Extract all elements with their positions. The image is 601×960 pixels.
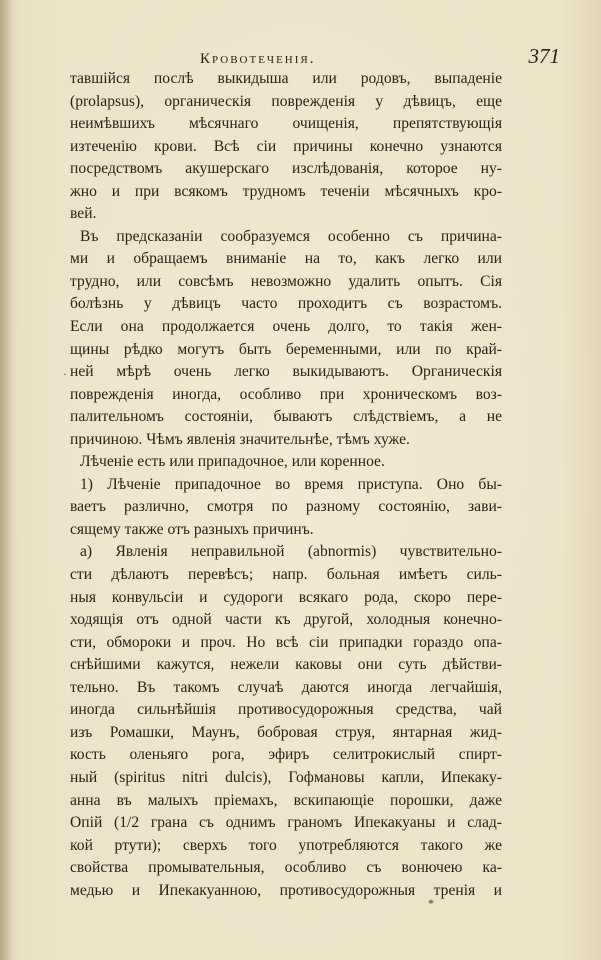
running-title: Кровотеченія. — [200, 51, 316, 67]
text-line: сящему также отъ разныхъ причинъ. — [70, 520, 314, 538]
text-line: изъ Ромашки, Маунъ, бобровая струя, янтарная жид- — [70, 723, 502, 741]
text-line: сти, обмороки и проч. Но всѣ сіи припадки гораздо опа- — [70, 633, 502, 651]
text-line: ныя конвульсіи и судороги всякаго рода, скоро пере- — [70, 588, 502, 606]
text-line: ный (spiritus nitri dulcis), Гофмановы капли, Ипекаку- — [70, 768, 502, 786]
text-line: тавшійся послѣ выкидыша или родовъ, выпаденіе — [70, 70, 502, 87]
text-line: трудно, или совсѣмъ невозможно удалить опытъ. Сія — [70, 272, 502, 290]
text-line: ходящія отъ одной части къ другой, холодныя конечно- — [70, 611, 502, 629]
text-line: Лѣченіе есть или припадочное, или коренное. — [80, 453, 385, 471]
text-line: иногда сильнѣйшія противосудорожныя средства, чай — [70, 701, 502, 719]
text-line: Если она продолжается очень долго, то такія жен- — [70, 318, 502, 336]
text-line: снѣйшими кажутся, нежели каковы они суть дѣйстви- — [70, 656, 502, 674]
text-line: сти дѣлаютъ перевѣсъ; напр. больная имѣетъ силь- — [70, 566, 502, 584]
text-line: болѣзнь у дѣвицъ часто проходитъ съ возрастомъ. — [70, 295, 502, 313]
text-line: палительномъ состояніи, бываютъ слѣдствіемъ, а не — [70, 408, 502, 426]
page-number: 371 — [528, 44, 560, 68]
page-header — [200, 44, 560, 68]
text-line: медью и Ипекакуанною, противосудорожныя тренія и — [70, 881, 502, 899]
text-line: поврежденія иногда, особливо при хроническомъ воз- — [70, 385, 502, 403]
text-line: изтеченію крови. Всѣ сіи причины конечно узнаются — [70, 137, 502, 155]
text-line: щины рѣдко могутъ быть беременными, или по край- — [70, 340, 502, 358]
text-line: свойства промывательныя, особливо съ вонючею ка- — [70, 859, 502, 877]
text-line: анна въ малыхъ пріемахъ, вскипающіе порошки, даже — [70, 791, 502, 809]
text-line: 1) Лѣченіе припадочное во время приступа. Оно бы- — [80, 475, 502, 493]
margin-mark: · — [63, 367, 67, 381]
spine-shadow — [0, 0, 14, 960]
text-line: ми и обращаемъ вниманіе на то, какъ легко или — [70, 250, 502, 268]
text-line: а) Явленія неправильной (abnormis) чувствительно- — [80, 543, 502, 561]
text-line: посредствомъ акушерскаго изслѣдованія, которое ну- — [70, 160, 502, 178]
text-line: (prolapsus), органическія поврежденія у дѣвицъ, еще — [70, 92, 502, 110]
text-line: тельно. Въ такомъ случаѣ даются иногда легчайшія, — [70, 678, 502, 696]
body-text — [70, 68, 502, 902]
text-line: неимѣвшихъ мѣсячнаго очищенія, препятствующія — [70, 115, 502, 133]
text-line: Опій (1/2 грана съ однимъ граномъ Ипекакуаны и слад- — [70, 814, 502, 832]
text-line: ваетъ различно, смотря по разному состоянію, зави- — [70, 498, 502, 516]
text-line: Въ предсказаніи сообразуемся особенно съ причина- — [80, 227, 502, 245]
text-line: жно и при всякомъ трудномъ теченіи мѣсячныхъ кро- — [70, 182, 502, 200]
text-line: ней мѣрѣ очень легко выкидываютъ. Органическія — [70, 363, 502, 381]
text-line: кой ртути); сверхъ того употребляются такого же — [70, 836, 502, 854]
text-line: вей. — [70, 205, 97, 223]
text-line: кость оленьяго рога, эфиръ селитрокислый спирт- — [70, 746, 502, 764]
text-line: причиною. Чѣмъ явленія значительнѣе, тѣмъ хуже. — [70, 430, 410, 448]
footer-star-mark: * — [428, 896, 434, 910]
